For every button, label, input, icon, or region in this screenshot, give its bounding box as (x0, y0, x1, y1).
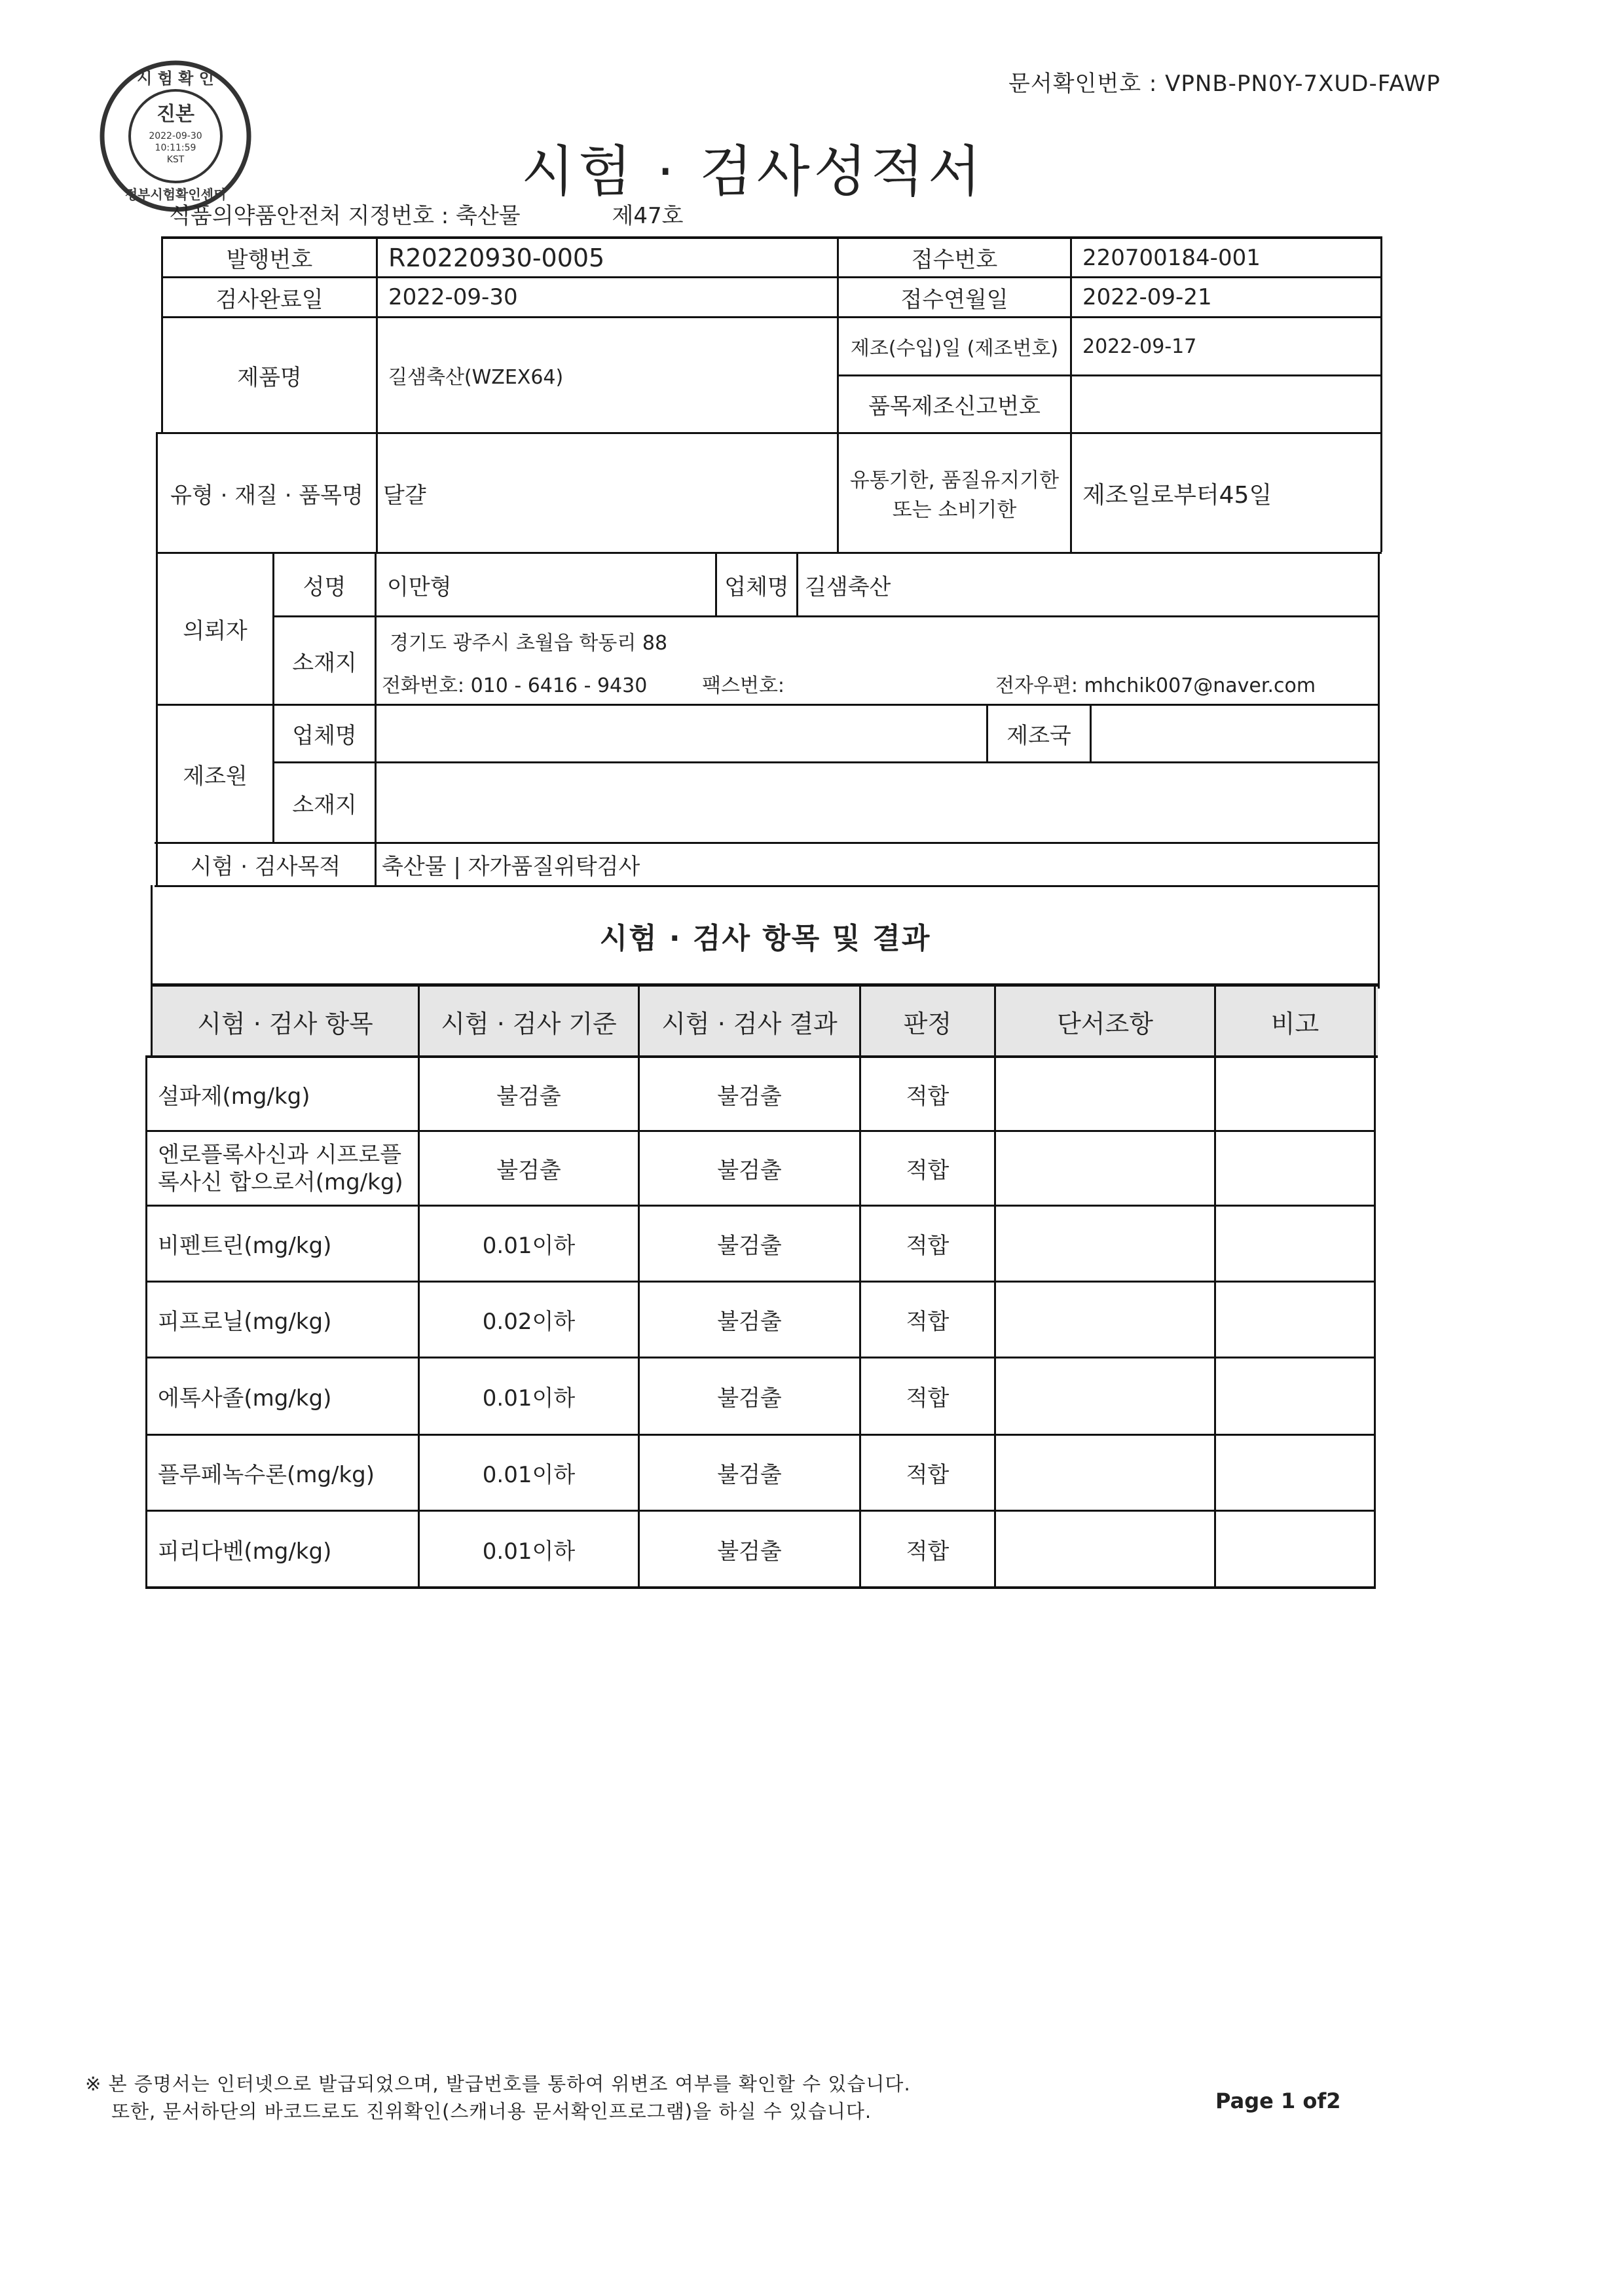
document-confirmation-number: 문서확인번호 : VPNB-PN0Y-7XUD-FAWP (1008, 71, 1441, 97)
result-row-4-result: 불검출 (717, 1309, 782, 1335)
result-row-4-proviso (996, 1283, 1214, 1357)
result-row-4-judgment: 적합 (906, 1309, 950, 1335)
client-label: 의뢰자 (183, 618, 248, 644)
manufacturer-country-value (1092, 706, 1378, 761)
result-row-7-result: 불검출 (717, 1538, 782, 1565)
result-row-7-standard: 0.01이하 (482, 1538, 576, 1565)
result-row-3-judgment: 적합 (906, 1233, 950, 1259)
seal-center-text: 진본 (157, 103, 194, 126)
purpose-label: 시험 · 검사목적 (190, 854, 341, 880)
result-row-3-note (1216, 1207, 1374, 1281)
product-name-label: 제품명 (237, 364, 302, 391)
item-report-number-value (1072, 376, 1380, 432)
result-row-3-item: 비펜트린(mg/kg) (158, 1233, 332, 1259)
result-row-5-item: 에톡사졸(mg/kg) (158, 1385, 332, 1412)
receipt-number-value: 220700184-001 (1082, 244, 1261, 271)
designation-number (169, 198, 684, 230)
result-row-5-proviso (996, 1358, 1214, 1434)
issue-number-label: 발행번호 (226, 247, 313, 273)
client-address-value: 경기도 광주시 초월읍 학동리 88 (390, 632, 668, 655)
result-row-1-judgment: 적합 (906, 1083, 950, 1110)
header-standard: 시험 · 검사 기준 (420, 988, 638, 1055)
result-row-5-note (1216, 1358, 1374, 1434)
client-phone: 전화번호: 010 - 6416 - 9430 (382, 674, 648, 697)
expiry-label-line1: 유통기한, 품질유지기한 (849, 469, 1060, 492)
result-row-3-proviso (996, 1207, 1214, 1281)
footer-notice (85, 2070, 911, 2125)
result-row-4-item: 피프로닐(mg/kg) (158, 1309, 332, 1335)
result-row-2-standard: 불검출 (496, 1157, 561, 1184)
receipt-date-value: 2022-09-21 (1082, 284, 1212, 310)
header-judgment: 판정 (861, 988, 994, 1055)
manufacturer-address-label: 소재지 (292, 792, 357, 818)
expiry-value: 제조일로부터45일 (1082, 481, 1272, 509)
manufacture-date-label: 제조(수입)일 (제조번호) (850, 337, 1059, 360)
results-section-title: 시험 · 검사 항목 및 결과 (599, 921, 931, 955)
seal-bottom-text: 정부시험확인센터 (124, 187, 227, 202)
designation-label: 식품의약품안전처 지정번호 : 축산물 (169, 203, 521, 229)
header-proviso: 단서조항 (996, 988, 1214, 1055)
result-row-1-item: 설파제(mg/kg) (158, 1083, 310, 1110)
footer-notice-line2: 또한, 문서하단의 바코드로도 진위확인(스캐너용 문서확인프로그램)을 하실 수 있습니다. (111, 2100, 872, 2123)
manufacturer-address-value (377, 763, 1378, 842)
type-value: 달걀 (383, 482, 426, 509)
result-row-2-item-line2: 록사신 합으로서(mg/kg) (158, 1169, 403, 1195)
client-address-label: 소재지 (292, 649, 357, 676)
result-row-2-item (147, 1132, 418, 1205)
result-row-2-note (1216, 1132, 1374, 1205)
seal-date: 2022-09-30 (149, 131, 202, 141)
result-row-7-note (1216, 1512, 1374, 1586)
page-number: Page 1 of2 (1215, 2088, 1341, 2113)
result-row-7-judgment: 적합 (906, 1538, 950, 1565)
result-row-2-judgment: 적합 (906, 1157, 950, 1184)
seal-top-text: 시 험 확 인 (137, 69, 214, 88)
client-company-value: 길샘축산 (805, 574, 891, 600)
header-note: 비고 (1216, 988, 1374, 1055)
result-row-3-result: 불검출 (717, 1233, 782, 1259)
header-result: 시험 · 검사 결과 (640, 988, 859, 1055)
receipt-date-label: 접수연월일 (900, 286, 1008, 313)
manufacture-date-value: 2022-09-17 (1082, 335, 1197, 358)
result-row-4-note (1216, 1283, 1374, 1357)
result-row-6-standard: 0.01이하 (482, 1462, 576, 1488)
result-row-3-standard: 0.01이하 (482, 1233, 576, 1259)
client-name-value: 이만형 (387, 574, 452, 600)
result-row-4-standard: 0.02이하 (482, 1309, 576, 1335)
manufacturer-label: 제조원 (183, 763, 248, 790)
result-row-2-proviso (996, 1132, 1214, 1205)
result-row-6-proviso (996, 1436, 1214, 1510)
result-row-6-note (1216, 1436, 1374, 1510)
result-row-1-proviso (996, 1058, 1214, 1130)
client-fax: 팩스번호: (702, 674, 785, 697)
type-label: 유형 · 재질 · 품목명 (170, 482, 363, 509)
result-row-5-judgment: 적합 (906, 1385, 950, 1412)
result-row-1-note (1216, 1058, 1374, 1130)
client-name-label: 성명 (303, 574, 346, 600)
seal-timezone: KST (166, 155, 185, 165)
result-row-6-judgment: 적합 (906, 1462, 950, 1488)
result-row-2-item-line1: 엔로플록사신과 시프로플 (158, 1141, 402, 1168)
seal-time: 10:11:59 (155, 143, 196, 153)
client-email: 전자우편: mhchik007@naver.com (995, 674, 1316, 697)
result-row-5-standard: 0.01이하 (482, 1385, 576, 1412)
expiry-label-line2: 또는 소비기한 (892, 498, 1017, 522)
receipt-number-label: 접수번호 (911, 247, 998, 273)
purpose-value: 축산물 | 자가품질위탁검사 (382, 854, 640, 880)
result-row-5-result: 불검출 (717, 1385, 782, 1412)
manufacturer-country-label: 제조국 (1006, 723, 1071, 749)
footer-notice-line1: ※ 본 증명서는 인터넷으로 발급되었으며, 발급번호를 통하여 위변조 여부를 확인할 수 있습니다. (85, 2073, 911, 2095)
document-title: 시험 · 검사성적서 (521, 139, 986, 204)
expiry-label (839, 434, 1070, 552)
result-row-7-item: 피리다벤(mg/kg) (158, 1538, 332, 1565)
result-row-1-result: 불검출 (717, 1083, 782, 1110)
client-company-label: 업체명 (724, 574, 789, 600)
completion-date-label: 검사완료일 (215, 286, 323, 313)
result-row-6-result: 불검출 (717, 1462, 782, 1488)
result-row-6-item: 플루페녹수론(mg/kg) (158, 1462, 375, 1488)
manufacturer-company-value (377, 706, 986, 761)
result-row-7-proviso (996, 1512, 1214, 1586)
designation-value: 제47호 (612, 203, 684, 229)
product-name-value: 길샘축산(WZEX64) (388, 366, 564, 389)
result-row-2-result: 불검출 (717, 1157, 782, 1184)
issue-number-value: R20220930-0005 (388, 243, 605, 272)
manufacturer-company-label: 업체명 (292, 723, 357, 749)
completion-date-value: 2022-09-30 (388, 284, 518, 310)
result-row-1-standard: 불검출 (496, 1083, 561, 1110)
header-test-item: 시험 · 검사 항목 (153, 988, 418, 1055)
item-report-number-label: 품목제조신고번호 (868, 393, 1041, 420)
